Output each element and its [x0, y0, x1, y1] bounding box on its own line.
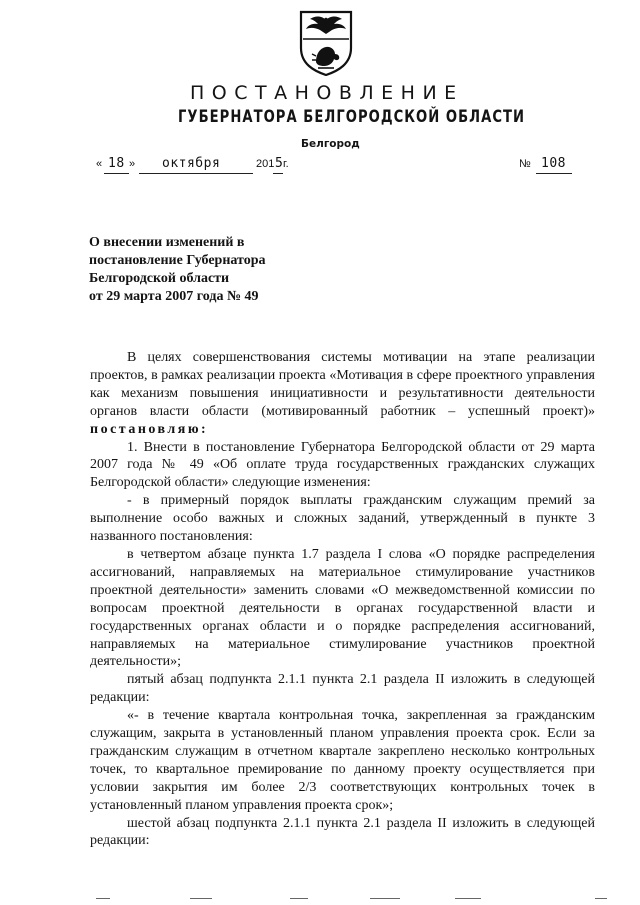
- year-underline: [273, 173, 283, 174]
- scan-mark: [96, 898, 110, 899]
- scan-mark: [190, 898, 212, 899]
- decree-keyword: постановляю:: [90, 421, 209, 437]
- paragraph-preamble: [90, 349, 595, 439]
- scan-mark: [290, 898, 308, 899]
- number-underline: [536, 173, 572, 174]
- coat-of-arms-icon: [298, 10, 354, 76]
- scan-mark: [370, 898, 400, 899]
- scan-mark: [455, 898, 481, 899]
- paragraph-amendment-order: - в примерный порядок выплаты гражданским служащим премий за выполнение особо важных и сложных заданий, утвержденный в пункте 3 названного постановления:: [90, 493, 595, 545]
- date-year-unit: г.: [283, 158, 289, 170]
- paragraph-sixth-subparagraph: шестой абзац подпункта 2.1.1 пункта 2.1 раздела II изложить в следующей редакции:: [90, 815, 595, 849]
- issue-city: Белгород: [301, 138, 360, 150]
- document-title: ПОСТАНОВЛЕНИЕ: [190, 82, 464, 104]
- date-year-suffix: 5: [275, 156, 284, 171]
- subject-line: О внесении изменений в: [89, 235, 245, 250]
- paragraph-section-1-7: в четвертом абзаце пункта 1.7 раздела I слова «О порядке распределения ассигнований, направляемых на материальное стимулирование участников проектной деятельности» заменить словами «О межведомственной комиссии по вопросам проектной деятельности в органах государственной власти и государственных органах области и о порядке распределения ассигнований, направляемых на материальное стимулирование участников проектной деятельности»;: [90, 546, 595, 670]
- document-number: 108: [541, 156, 566, 171]
- scan-mark: [595, 898, 607, 899]
- subject-line: постановление Губернатора: [89, 253, 266, 268]
- paragraph-new-wording: «- в течение квартала контрольная точка, закрепленная за гражданским служащим, закрыта в установленный планом управления проекта срок. Если за гражданским служащим в отчетном квартале закреплено несколько контрольных точек, то квартальное премирование по данному проекту осуществляется при условии закрытия им более 2/3 соответствующих контрольных точек в установленный планом управления проекта срок»;: [90, 708, 595, 813]
- month-underline: [139, 173, 253, 174]
- day-underline: [104, 173, 129, 174]
- subject-line: Белгородской области: [89, 271, 230, 286]
- issuer-title: ГУБЕРНАТОРА БЕЛГОРОДСКОЙ ОБЛАСТИ: [178, 107, 526, 127]
- date-month: октября: [162, 156, 221, 171]
- preamble-text: В целях совершенствования системы мотивации на этапе реализации проектов, в рамках реализации проекта «Мотивация в сфере проектного управления как механизм повышения инициативности и результативности деятельности органов власти области (мотивированный работник – успешный проект)»: [90, 350, 595, 419]
- date-open-quote: «: [96, 158, 103, 170]
- date-year-prefix: 201: [256, 158, 275, 170]
- number-label: №: [519, 158, 531, 170]
- document-subject: [89, 234, 349, 306]
- paragraph-fifth-subparagraph: пятый абзац подпункта 2.1.1 пункта 2.1 раздела II изложить в следующей редакции:: [90, 672, 595, 706]
- date-day: 18: [108, 156, 125, 171]
- document-body: [90, 349, 595, 850]
- date-close-quote: »: [129, 158, 136, 170]
- paragraph-item-1: 1. Внести в постановление Губернатора Белгородской области от 29 марта 2007 года № 49 «Об оплате труда государственных гражданских служащих Белгородской области» следующие изменения:: [90, 439, 595, 491]
- subject-line: от 29 марта 2007 года № 49: [89, 289, 259, 304]
